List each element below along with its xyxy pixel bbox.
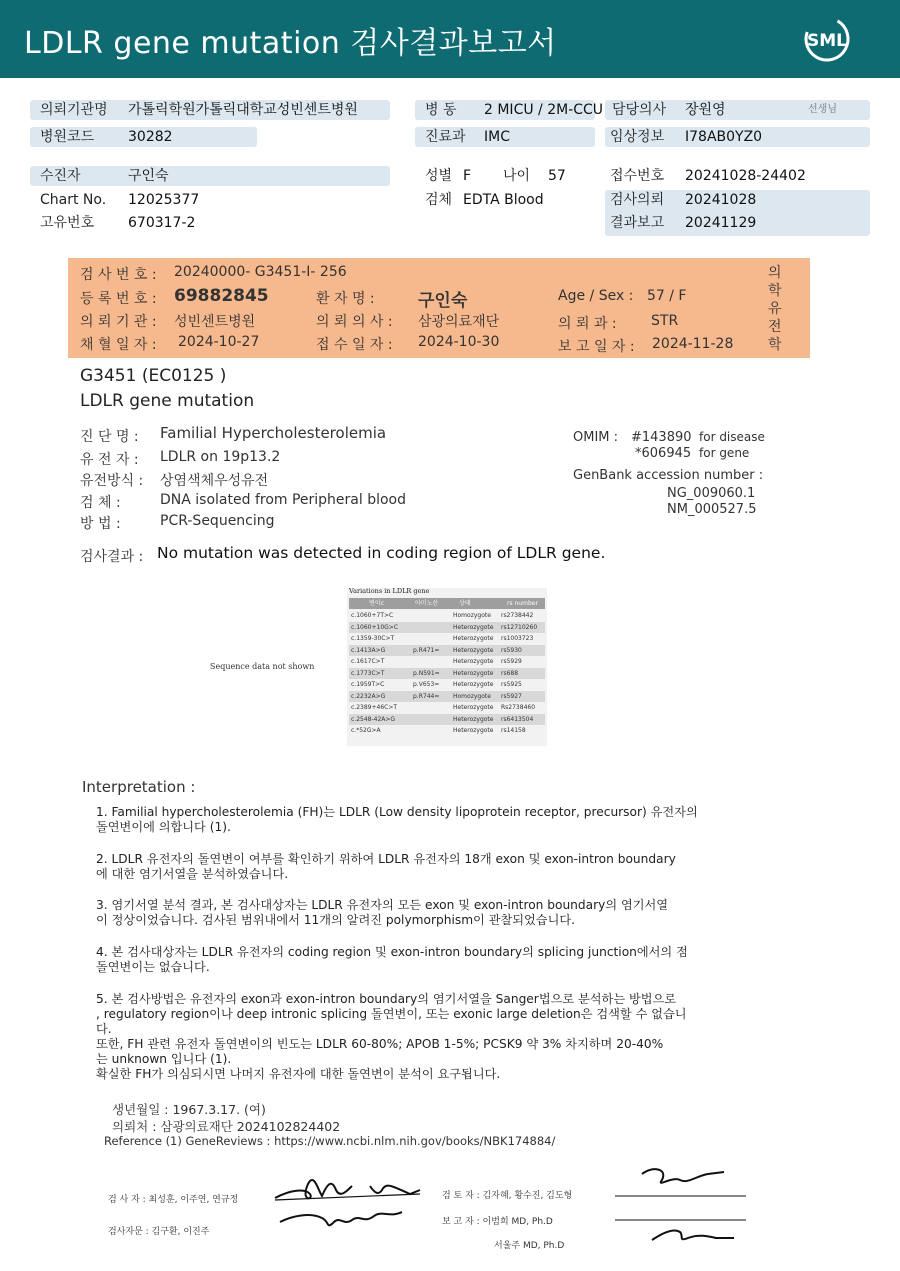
sex-value: F [463, 168, 472, 184]
scan-test-no-value: 20240000- G3451-I- 256 [174, 264, 347, 280]
scan-req-dept-value: STR [651, 313, 679, 329]
table-cell: rs12710260 [501, 623, 538, 631]
table-cell: Heterozygote [453, 635, 494, 642]
table-header-cell: 변이c [369, 600, 384, 607]
scan-inherit-label: 유전방식 : [80, 473, 144, 489]
table-cell: rs5927 [501, 692, 522, 700]
patient-value: 구인숙 [128, 168, 169, 184]
table-cell: Heterozygote [453, 646, 494, 654]
scan-specimen-label: 검 체 : [80, 495, 121, 511]
table-cell: rs5925 [501, 681, 522, 688]
table-cell: rs1003723 [501, 635, 534, 642]
table-cell: Heterozygote [453, 704, 494, 711]
table-cell: p.N591= [413, 669, 440, 677]
scan-report-label: 보 고 일 자 : [558, 339, 635, 355]
hospital-label: 의뢰기관명 [40, 102, 108, 118]
scan-omim-label: OMIM : [573, 430, 619, 445]
scan-gene-value: LDLR on 19p13.2 [160, 449, 281, 465]
scan-collect-label: 채 혈 일 자 : [80, 337, 157, 353]
scan-omim-1-note: for disease [699, 430, 765, 444]
table-cell: rs14158 [501, 727, 526, 734]
doctor-label: 담당의사 [612, 102, 667, 118]
report-header [0, 0, 900, 78]
chart-label: Chart No. [40, 192, 107, 208]
age-label: 나이 [503, 168, 531, 184]
ref-org-line: 의뢰처 : 삼광의료재단 2024102824402 [112, 1119, 341, 1134]
scan-agesex-label: Age / Sex : [558, 288, 634, 304]
table-cell: p.R744= [413, 692, 440, 700]
interp-item-2: 2. LDLR 유전자의 돌연변이 여부를 확인하기 위하여 LDLR 유전자의 18개 exon 및 exon-intron boundary 에 대한 염기서열을 분석하였습니다. [96, 852, 676, 881]
table-cell: Heterozygote [453, 715, 494, 723]
uid-label: 고유번호 [40, 215, 95, 231]
request-value: 20241028 [685, 192, 757, 208]
ward-label: 병 동 [425, 102, 457, 118]
table-cell: rs2738442 [501, 612, 534, 619]
scan-req-doc-label: 의 뢰 의 사 : [316, 314, 393, 330]
table-cell: rs5929 [501, 658, 522, 665]
table-row [349, 622, 545, 633]
scan-collect-value: 2024-10-27 [178, 334, 260, 350]
specimen-value: EDTA Blood [463, 192, 544, 208]
scan-result-value: No mutation was detected in coding region of LDLR gene. [157, 544, 606, 562]
scan-req-dept-label: 의 뢰 과 : [558, 316, 617, 332]
doctor-value: 장원영 [685, 102, 726, 118]
sex-label: 성별 [425, 168, 453, 184]
scan-inst-value: 성빈센트병원 [174, 314, 256, 330]
hospital-code-label: 병원코드 [40, 129, 95, 145]
report-date-label: 결과보고 [610, 215, 665, 231]
scan-side-char: 의 [768, 265, 782, 281]
scan-genbank-1: NG_009060.1 [667, 486, 756, 501]
tester-line: 검 사 자 : 최성훈, 이주연, 연규정 [108, 1195, 239, 1205]
scan-code: G3451 (EC0125 ) [80, 366, 227, 386]
reviewer-line: 검 토 자 : 김자혜, 황수진, 김도형 [442, 1191, 573, 1201]
scan-side-char: 학 [768, 337, 782, 353]
table-cell: Rs2738460 [501, 704, 536, 711]
scan-inst-label: 의 뢰 기 관 : [80, 314, 157, 330]
scan-req-doc-value: 삼광의료재단 [418, 314, 500, 330]
table-cell: c.1617C>T [351, 658, 385, 665]
scan-omim-1: #143890 [631, 430, 692, 445]
table-row [349, 679, 545, 690]
sml-logo [802, 14, 852, 64]
dob-line: 생년월일 : 1967.3.17. (여) [112, 1102, 266, 1117]
table-row [349, 633, 545, 644]
table-cell: Heterozygote [453, 669, 494, 677]
uid-value: 670317-2 [128, 215, 196, 231]
scan-reg-no-label: 등 록 번 호 : [80, 291, 157, 307]
scan-method-value: PCR-Sequencing [160, 513, 275, 529]
dept-label: 진료과 [425, 129, 466, 145]
scan-specimen-value: DNA isolated from Peripheral blood [160, 492, 407, 508]
age-value: 57 [548, 168, 566, 184]
scan-side-char: 학 [768, 283, 782, 299]
table-cell: c.2232A>G [351, 692, 386, 700]
ward-value: 2 MICU / 2M-CCU [484, 102, 604, 118]
request-label: 검사의뢰 [610, 192, 665, 208]
scan-recv-value: 2024-10-30 [418, 334, 500, 350]
table-cell: Heterozygote [453, 727, 494, 734]
report-date-value: 20241129 [685, 215, 757, 231]
hospital-code-value: 30282 [128, 129, 173, 145]
table-cell: c.1413A>G [351, 646, 386, 654]
interp-item-5: 5. 본 검사방법은 유전자의 exon과 exon-intron boundary의 염기서열을 Sanger법으로 분석하는 방법으로 , regulatory region이나 deep intronic splicing 돌연변이, 또는 exonic large deletion은 검색할 수 없습니 다. 또한, FH 관련 유전자 돌연변이의 빈도는 LDLR 60-80%; APOB 1-5%; PCSK9 약 3% 차지하며 20-40% 는 unknown 입니다 (1). 확실한 FH가 의심되시면 나머지 유전자에 대한 돌연변이 분석이 요구됩니다. [96, 992, 687, 1081]
scan-recv-label: 접 수 일 자 : [316, 337, 393, 353]
table-row [349, 714, 545, 725]
scan-diag-value: Familial Hypercholesterolemia [160, 424, 387, 442]
table-cell: c.1060+10G>C [351, 623, 399, 631]
interp-title: Interpretation : [82, 778, 196, 796]
scan-result-label: 검사결과 : [80, 549, 144, 565]
report-title: LDLR gene mutation 검사결과보고서 [24, 26, 557, 61]
scan-patient-label: 환 자 명 : [316, 291, 375, 307]
table-cell: rs5930 [501, 646, 522, 654]
scan-genbank-label: GenBank accession number : [573, 468, 764, 483]
table-row [349, 725, 545, 736]
reviewer-signature [612, 1158, 752, 1248]
table-cell: c.1773C>T [351, 669, 385, 677]
clinical-label: 임상정보 [610, 129, 665, 145]
table-cell: c.*52G>A [351, 727, 381, 734]
scan-diag-label: 진 단 명 : [80, 429, 139, 445]
scan-genbank-2: NM_000527.5 [667, 502, 757, 517]
table-row [349, 656, 545, 667]
table-cell: Homozygote [453, 692, 491, 700]
reference-line: Reference (1) GeneReviews : https://www.ncbi.nlm.nih.gov/books/NBK174884/ [104, 1134, 556, 1148]
table-row [349, 691, 545, 702]
variations-table [347, 588, 547, 746]
table-cell: rs6413504 [501, 715, 534, 723]
tester-signature [270, 1160, 430, 1240]
clinical-value: I78AB0YZ0 [685, 129, 763, 145]
table-header-row [349, 598, 545, 609]
lead-tester-line: 검사자문 : 김구환, 이진주 [108, 1227, 210, 1237]
table-header-cell: 상태 [459, 600, 471, 607]
table-cell: c.1359-30C>T [351, 635, 395, 642]
scan-test-no-label: 검 사 번 호 : [80, 267, 157, 283]
table-cell: Heterozygote [453, 623, 494, 631]
doctor-suffix: 선생님 [808, 104, 837, 115]
sml-logo-text: SML [807, 31, 847, 51]
scan-agesex-value: 57 / F [647, 288, 687, 304]
table-cell: p.R471= [413, 646, 440, 654]
receipt-value: 20241028-24402 [685, 168, 806, 184]
scan-report-value: 2024-11-28 [652, 336, 734, 352]
hospital-value: 가톨릭학원가톨릭대학교성빈센트병원 [128, 102, 358, 118]
table-header-cell: 아미노산 [415, 600, 439, 607]
table-header-cell: rs number [507, 600, 538, 607]
table-cell: c.1060+7T>C [351, 612, 394, 619]
table-row [349, 702, 545, 713]
table-cell: Heterozygote [453, 658, 494, 665]
specimen-label: 검체 [425, 192, 453, 208]
scan-reg-no-value: 69882845 [174, 286, 269, 306]
interp-item-4: 4. 본 검사대상자는 LDLR 유전자의 coding region 및 exon-intron boundary의 splicing junction에서의 점 돌연변이는 없습니다. [96, 945, 688, 974]
variations-table-title: Variations in LDLR gene [349, 587, 430, 595]
table-cell: Heterozygote [453, 681, 494, 688]
scan-seq-note: Sequence data not shown [210, 662, 315, 671]
receipt-label: 접수번호 [610, 168, 665, 184]
chart-value: 12025377 [128, 192, 200, 208]
scan-test-name: LDLR gene mutation [80, 391, 255, 411]
scan-method-label: 방 법 : [80, 516, 121, 532]
info-bar-patient [30, 166, 390, 186]
scan-side-column [768, 264, 786, 354]
table-row [349, 645, 545, 656]
scan-gene-label: 유 전 자 : [80, 452, 139, 468]
scan-omim-2: *606945 [635, 446, 692, 461]
dept-value: IMC [484, 129, 510, 145]
interp-item-1: 1. Familial hypercholesterolemia (FH)는 LDLR (Low density lipoprotein receptor, precursor) 유전자의 돌연변이에 의합니다 (1). [96, 805, 698, 834]
table-cell: c.1959T>C [351, 681, 385, 688]
scan-omim-2-note: for gene [699, 446, 750, 460]
reporter-line: 보 고 자 : 이범희 MD, Ph.D [442, 1217, 553, 1227]
scan-inherit-value: 상염색체우성유전 [160, 473, 269, 489]
scan-side-char: 전 [768, 319, 782, 335]
table-row [349, 610, 545, 621]
table-cell: c.2389+46C>T [351, 704, 398, 711]
patient-label: 수진자 [40, 168, 81, 184]
scan-patient-value: 구인숙 [418, 291, 468, 311]
table-row [349, 668, 545, 679]
interp-item-3: 3. 염기서열 분석 결과, 본 검사대상자는 LDLR 유전자의 모든 exon 및 exon-intron boundary의 염기서열 이 정상이었습니다. 검사된 범위내에서 11개의 알려진 polymorphism이 관찰되었습니다. [96, 898, 669, 927]
table-cell: rs688 [501, 669, 519, 677]
table-cell: p.V653= [413, 681, 440, 688]
table-cell: Homozygote [453, 612, 491, 619]
scan-side-char: 유 [768, 301, 782, 317]
reporter-2-line: 서울주 MD, Ph.D [494, 1241, 565, 1251]
table-cell: c.2548-42A>G [351, 715, 396, 723]
